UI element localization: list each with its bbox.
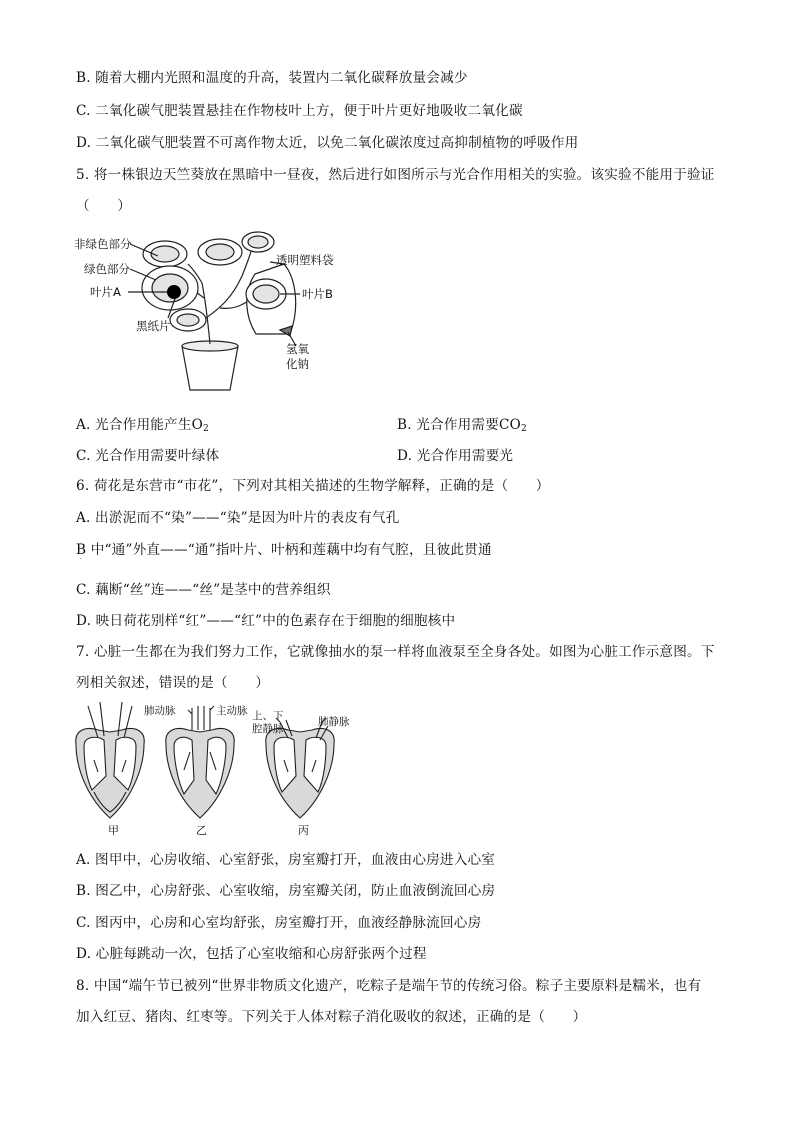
label-plastic-bag: 透明塑料袋 — [276, 253, 334, 267]
q5-paren: （ ） — [76, 198, 132, 214]
q7-stem-line1: 7. 心脏一生都在为我们努力工作，它就像抽水的泵一样将血液泵至全身各处。如图为心脏工作示意图。下 — [76, 644, 715, 660]
q5-option-d: D. 光合作用需要光 — [397, 448, 514, 464]
q4-option-c: C. 二氧化碳气肥装置悬挂在作物枝叶上方，便于叶片更好地吸收二氧化碳 — [76, 103, 523, 119]
q7-stem-line2: 列相关叙述，错误的是（ ） — [76, 675, 270, 691]
q5-option-a: A. 光合作用能产生$O_2$ — [76, 417, 209, 434]
label-green-part: 绿色部分 — [84, 262, 130, 276]
plant-experiment-figure — [70, 228, 370, 398]
caption-yi: 乙 — [196, 824, 207, 837]
label-naoh-line1: 氢氧 — [286, 342, 309, 356]
q4-option-d: D. 二氧化碳气肥装置不可离作物太近，以免二氧化碳浓度过高抑制植物的呼吸作用 — [76, 135, 579, 151]
caption-bing: 丙 — [298, 824, 309, 837]
q6-option-a: A. 出淤泥而不“染”——“染”是因为叶片的表皮有气孔 — [76, 510, 400, 526]
black-paper-patch — [167, 285, 181, 299]
label-nongreen-part: 非绿色部分 — [74, 237, 132, 251]
q6-option-b: B 中“通”外直——“通”指叶片、叶柄和莲藕中均有气腔，且彼此贯通 — [76, 542, 492, 558]
label-leaf-a: 叶片A — [90, 285, 121, 299]
q5-option-b: B. 光合作用需要$CO_2$ — [397, 417, 527, 434]
label-aorta: 主动脉 — [216, 705, 248, 717]
q7-option-a: A. 图甲中，心房收缩、心室舒张，房室瓣打开，血液由心房进入心室 — [76, 852, 496, 868]
q6-option-d: D. 映日荷花别样“红”——“红”中的色素存在于细胞的细胞核中 — [76, 613, 456, 629]
q4-option-b: B. 随着大棚内光照和温度的升高，装置内二氧化碳释放量会减少 — [76, 70, 468, 86]
q7-option-d: D. 心脏每跳动一次，包括了心室收缩和心房舒张两个过程 — [76, 946, 427, 962]
q8-stem-line2: 加入红豆、猪肉、红枣等。下列关于人体对粽子消化吸收的叙述，正确的是（ ） — [76, 1009, 587, 1025]
label-vena-cava-line2: 腔静脉 — [252, 723, 284, 735]
q8-stem-line1: 8. 中国“端午节已被列“世界非物质文化遗产，吃粽子是端午节的传统习俗。粽子主要原料是糯米，也有 — [76, 978, 702, 994]
label-black-paper: 黑纸片 — [136, 319, 171, 333]
label-pulmonary-artery: 肺动脉 — [144, 705, 176, 717]
q5-stem: 5. 将一株银边天竺葵放在黑暗中一昼夜，然后进行如图所示与光合作用相关的实验。该实验不能用于验证 — [76, 167, 715, 183]
q6-option-c: C. 藕断“丝”连——“丝”是茎中的营养组织 — [76, 582, 331, 598]
label-pulmonary-vein: 肺静脉 — [318, 716, 350, 728]
q7-option-c: C. 图丙中，心房和心室均舒张，房室瓣打开，血液经静脉流回心房 — [76, 915, 482, 931]
label-leaf-b: 叶片B — [302, 287, 333, 301]
q5-option-c: C. 光合作用需要叶绿体 — [76, 448, 220, 464]
caption-jia: 甲 — [108, 824, 119, 837]
label-vena-cava-line1: 上、下 — [252, 710, 284, 722]
q6-stem: 6. 荷花是东营市“市花”，下列对其相关描述的生物学解释，正确的是（ ） — [76, 478, 550, 494]
label-naoh-line2: 化钠 — [286, 357, 309, 371]
heart-figure — [70, 700, 370, 840]
q7-option-b: B. 图乙中，心房舒张、心室收缩，房室瓣关闭，防止血液倒流回心房 — [76, 883, 496, 899]
